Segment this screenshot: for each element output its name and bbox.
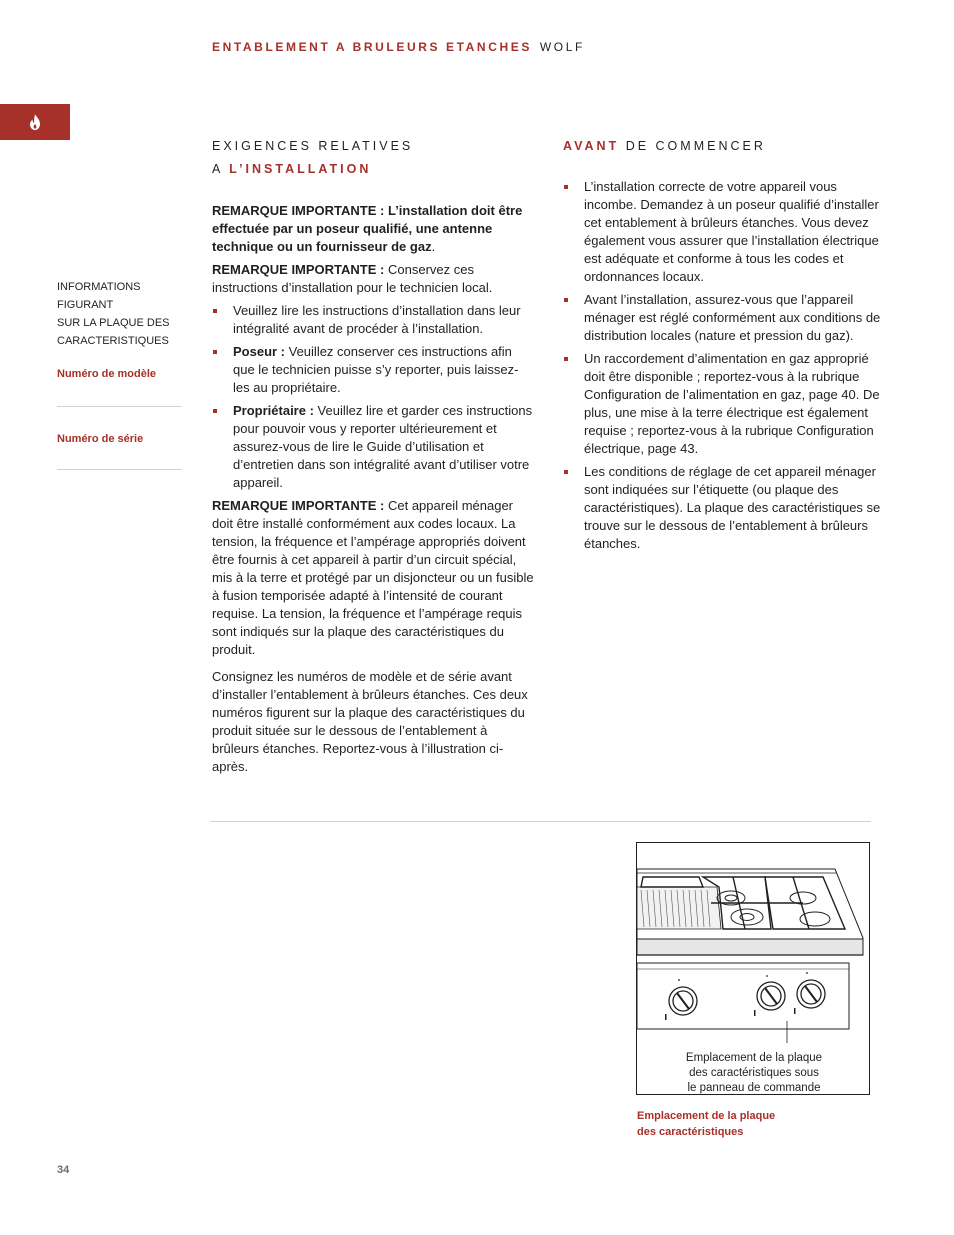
- list-item: [212, 302, 534, 338]
- bullet-icon: [213, 350, 217, 354]
- flame-icon: [29, 114, 41, 130]
- running-header: [212, 40, 585, 54]
- note1-text: REMARQUE IMPORTANTE : L’installation doit être effectuée par un poseur qualifié, une antenne technique ou un fournisseur de gaz: [212, 203, 523, 254]
- sidebar-info-line: FIGURANT: [57, 299, 114, 311]
- note-electrical: [212, 497, 534, 659]
- bullet-icon: [564, 357, 568, 361]
- header-brand: WOLF: [539, 40, 585, 54]
- figure-callout-line: des caractéristiques sous: [689, 1067, 819, 1079]
- section2-heading-plain: DE COMMENCER: [625, 139, 766, 153]
- section2-heading: [563, 139, 766, 153]
- note3-text: Cet appareil ménager doit être installé conformément aux codes locaux. La tension, la fréquence et l’ampérage appropriés doivent être fournis à cet appareil à partir d’un circuit spécial, mis à la terre et protégé par un disjoncteur ou un fusible à fusion temporisée adapté à l’intensité de courant requise. La tension, la fréquence et l’ampérage requis sont indiqués sur la plaque des caractéristiques du produit.: [212, 498, 534, 657]
- section2-bullets: [563, 178, 881, 553]
- sidebar-info-line: CARACTERISTIQUES: [57, 335, 169, 347]
- figure-callout-line: Emplacement de la plaque: [685, 1052, 823, 1064]
- section1-bullets: [212, 302, 534, 492]
- figure-callout-line: le panneau de commande: [687, 1082, 821, 1094]
- section1-heading-line1: EXIGENCES RELATIVES: [212, 139, 414, 153]
- model-number-rule: [57, 406, 182, 407]
- bullet-text: Veuillez lire les instructions d’installation dans leur intégralité avant de procéder à l’installation.: [233, 303, 521, 336]
- list-item: [563, 291, 881, 345]
- model-number-label: Numéro de modèle: [57, 368, 157, 380]
- section1-heading-prefix: A: [212, 162, 223, 176]
- bullet-icon: [564, 298, 568, 302]
- bullet-text: Un raccordement d’alimentation en gaz approprié doit être disponible ; reportez-vous à la rubrique Configuration de l’alimentation en gaz, page 40. De plus, une mise à la terre électrique est également requise ; reportez-vous à la rubrique Configuration électrique, page 43.: [584, 351, 880, 456]
- rating-plate-figure: [636, 842, 870, 1095]
- figure-caption-line: Emplacement de la plaque: [637, 1110, 776, 1122]
- list-item: [212, 343, 534, 397]
- list-item: [212, 402, 534, 492]
- section1-heading-red: L’INSTALLATION: [229, 162, 372, 176]
- bullet-text: Veuillez conserver ces instructions afin que le technicien puisse s’y reporter, puis laissez-les au propriétaire.: [233, 344, 519, 395]
- sidebar-info-line: SUR LA PLAQUE DES: [57, 317, 170, 329]
- bullet-label: Propriétaire :: [233, 403, 314, 418]
- section2-body: [563, 178, 881, 558]
- page-number: 34: [57, 1164, 70, 1176]
- header-title: ENTABLEMENT A BRULEURS ETANCHES: [212, 40, 532, 54]
- section2-heading-red: AVANT: [563, 139, 620, 153]
- bullet-text: Avant l’installation, assurez-vous que l’appareil ménager est réglé conformément aux conditions de distribution locales (nature et pression du gaz).: [584, 292, 881, 343]
- figure-callout: [637, 1051, 870, 1095]
- section1-heading-line2: [212, 162, 371, 176]
- bullet-text: Les conditions de réglage de cet appareil ménager sont indiquées sur l’étiquette (ou plaque des caractéristiques). La plaque des caractéristiques se trouve sur le dessous de l’entablement à brûleurs étanches.: [584, 464, 881, 551]
- bullet-text: Veuillez lire et garder ces instructions pour pouvoir vous y reporter ultérieurement et assurez-vous de lire le Guide d’utilisation et d’entretien dans son intégralité avant d’utiliser votre appareil.: [233, 403, 533, 490]
- rangetop-illustration: [637, 843, 870, 1043]
- figure-caption-line: des caractéristiques: [637, 1126, 744, 1138]
- note2-label: REMARQUE IMPORTANTE :: [212, 262, 385, 277]
- section1-body: [212, 202, 534, 781]
- section-divider: [210, 821, 871, 822]
- bullet-text: L’installation correcte de votre appareil vous incombe. Demandez à un poseur qualifié d’installer cet entablement à brûleurs étanches. Vous devez également vous assurer que l’installation électrique est adéquate et conforme à tous les codes et ordonnances locaux.: [584, 179, 879, 284]
- list-item: [563, 178, 881, 286]
- bullet-icon: [564, 470, 568, 474]
- bullet-icon: [564, 185, 568, 189]
- note-keep-instructions: [212, 261, 534, 297]
- note3-label: REMARQUE IMPORTANTE :: [212, 498, 385, 513]
- serial-number-rule: [57, 469, 182, 470]
- bullet-icon: [213, 309, 217, 313]
- note-qualified-installer: [212, 202, 534, 256]
- serial-number-label: Numéro de série: [57, 433, 144, 445]
- note1-end: .: [431, 239, 436, 254]
- figure-caption: [637, 1108, 775, 1140]
- bullet-label: Poseur :: [233, 344, 286, 359]
- list-item: [563, 350, 881, 458]
- sidebar-info-line: INFORMATIONS: [57, 281, 141, 293]
- list-item: [563, 463, 881, 553]
- sidebar-info: [57, 278, 183, 350]
- note2-text: Conservez ces instructions d’installation pour le technicien local.: [212, 262, 493, 295]
- section-tab: [0, 104, 70, 140]
- bullet-icon: [213, 409, 217, 413]
- record-numbers-paragraph: Consignez les numéros de modèle et de série avant d’installer l’entablement à brûleurs étanches. Ces deux numéros figurent sur la plaque des caractéristiques du produit située sur le dessous de l’entablement à brûleurs étanches. Reportez-vous à l’illustration ci-après.: [212, 669, 528, 774]
